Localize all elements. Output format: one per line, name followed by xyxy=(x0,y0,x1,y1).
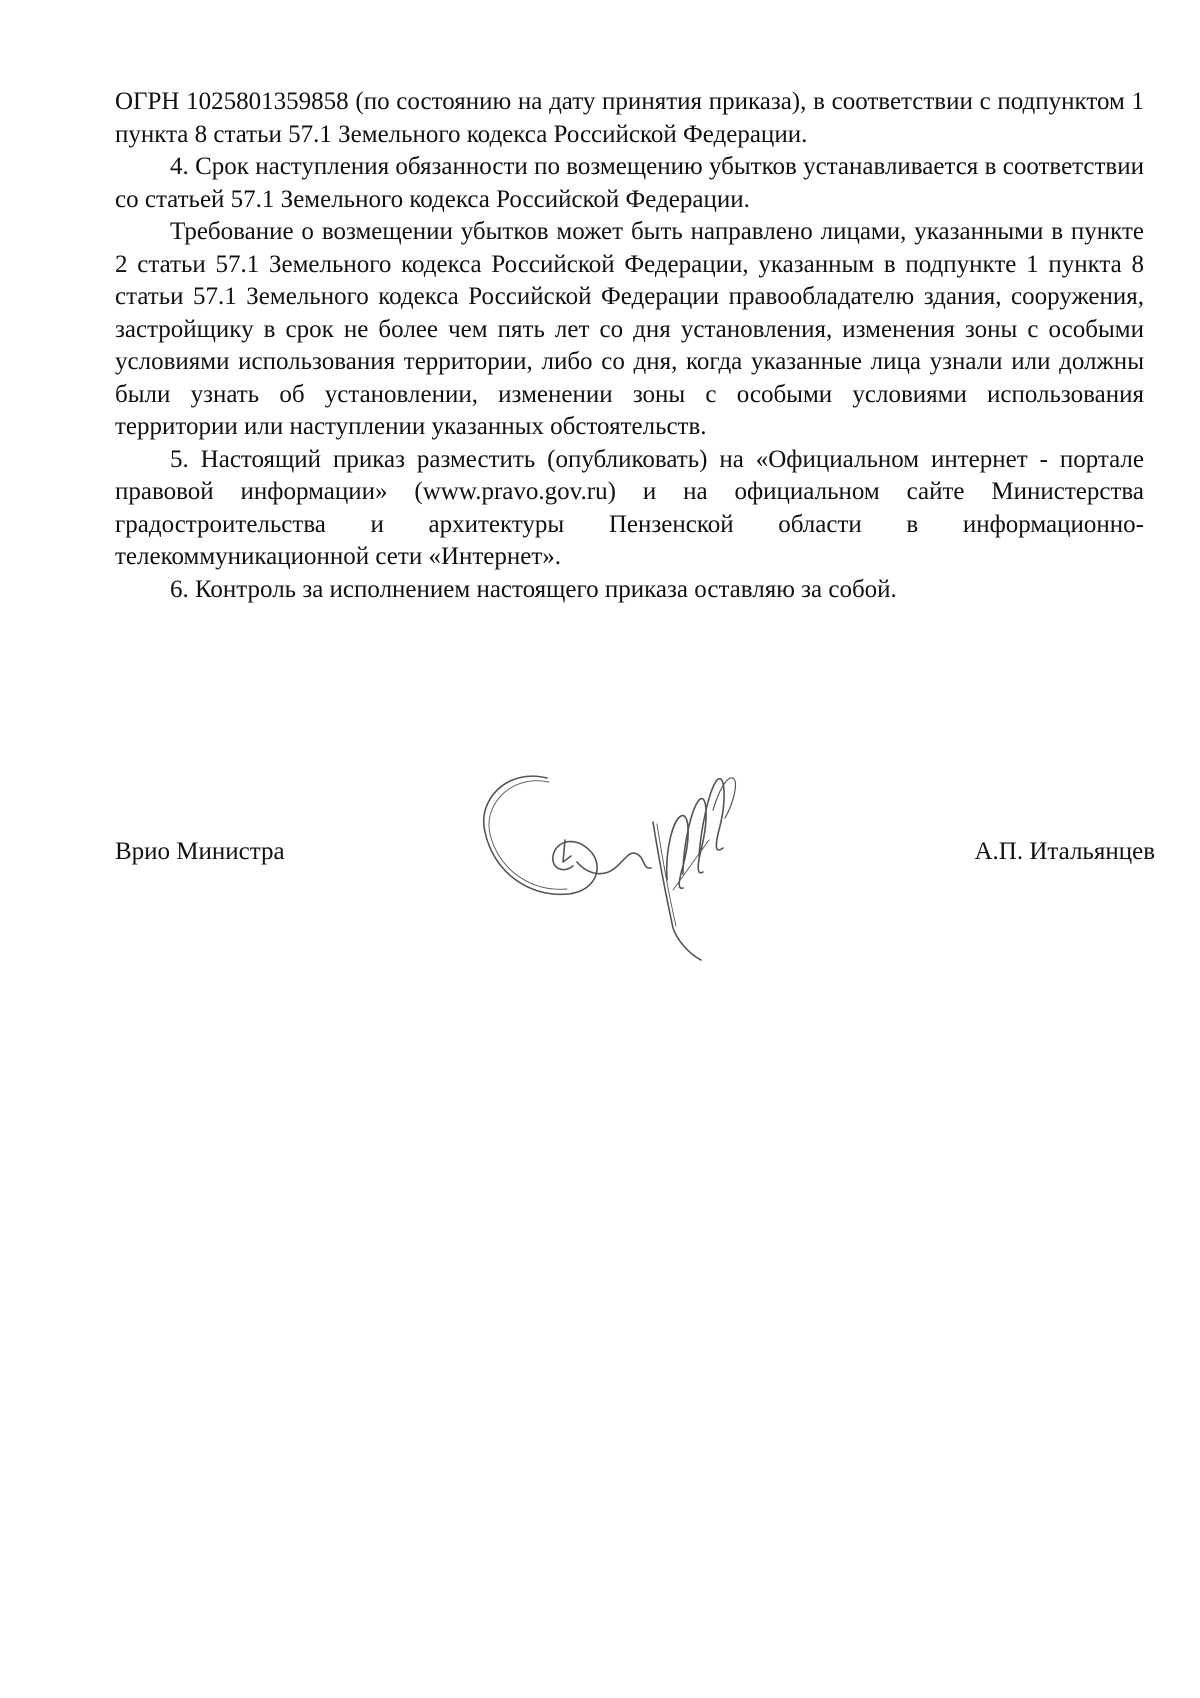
paragraph-item-4: 4. Срок наступления обязанности по возмещению убытков устанавливается в соответствии со статьей 57.1 Земельного кодекса Российской Федерации. xyxy=(115,153,1144,213)
paragraph-compensation-claim: Требование о возмещении убытков может быть направлено лицами, указанными в пункте 2 статьи 57.1 Земельного кодекса Российской Федерации, указанным в подпункте 1 пункта 8 статьи 57.1 Земельного кодекса Российской Федерации правообладателю здания, сооружения, застройщику в срок не более чем пять лет со дня установления, изменения зоны с особыми условиями использования территории, либо со дня, когда указанные лица узнали или должны были узнать об установлении, изменении зоны с особыми условиями использования территории или наступлении указанных обстоятельств. xyxy=(115,218,1144,440)
document-body xyxy=(115,86,1144,606)
paragraph-item-5: 5. Настоящий приказ разместить (опубликовать) на «Официальном интернет - портале правовой информации» (www.pravo.gov.ru) и на официальном сайте Министерства градостроительства и архитектуры Пензенской области в информационно-телекоммуникационной сети «Интернет». xyxy=(115,445,1144,570)
signature-block xyxy=(115,770,1155,970)
position-title: Врио Министра xyxy=(115,838,285,865)
paragraph-item-6: 6. Контроль за исполнением настоящего приказа оставляю за собой. xyxy=(170,575,897,603)
paragraph-ogrn: ОГРН 1025801359858 (по состоянию на дату принятия приказа), в соответствии с подпунктом 1 пункта 8 статьи 57.1 Земельного кодекса Российской Федерации. xyxy=(115,88,1144,148)
signatory-name: А.П. Итальянцев xyxy=(974,838,1155,865)
handwritten-signature-icon xyxy=(477,770,747,965)
